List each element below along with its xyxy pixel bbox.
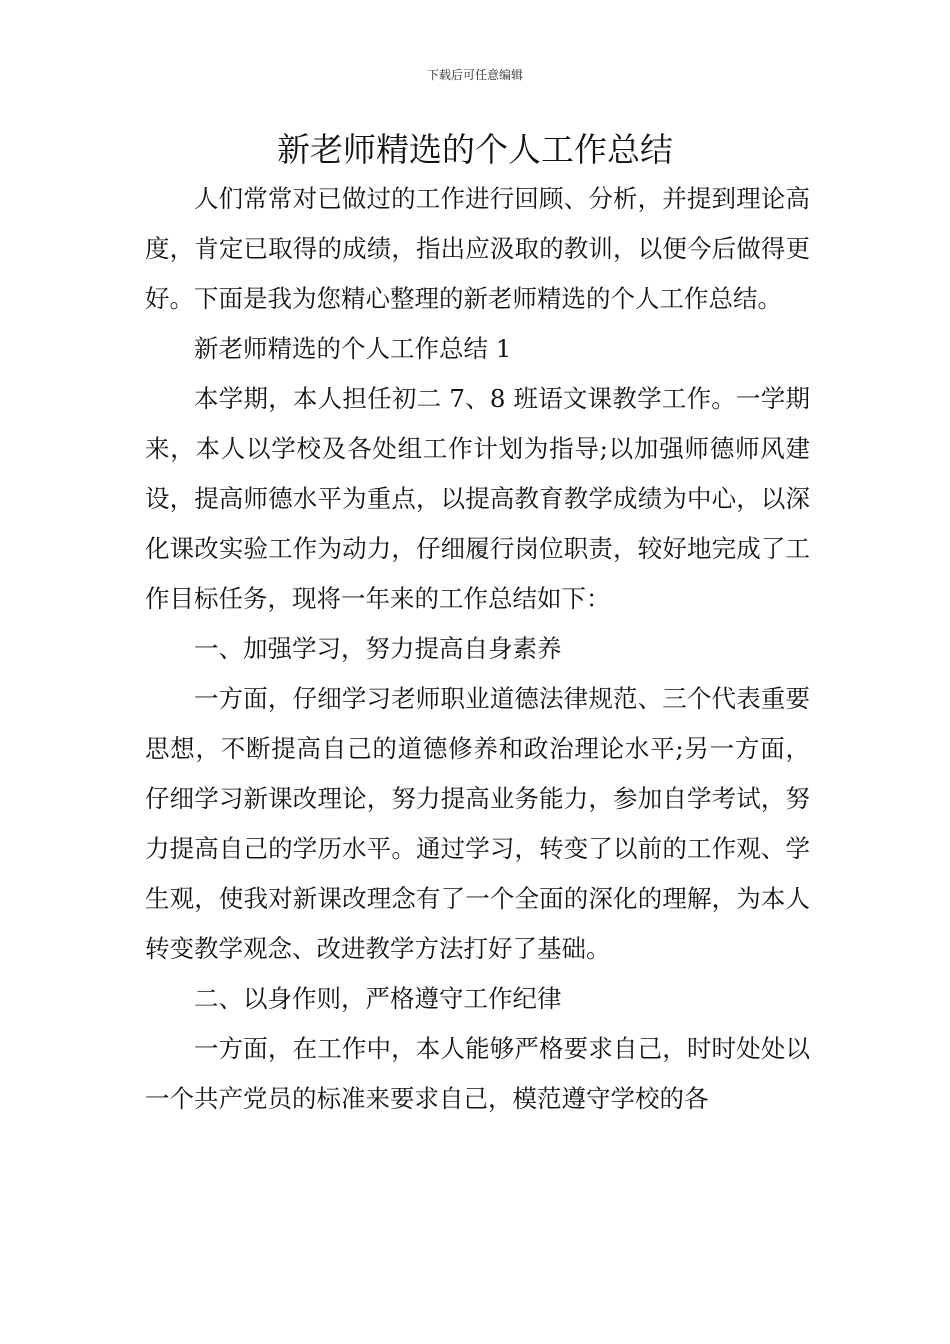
document-title: 新老师精选的个人工作总结 [277, 130, 673, 169]
section-heading: 新老师精选的个人工作总结 1 [194, 334, 512, 363]
section-heading: 一、加强学习，努力提高自身素养 [194, 634, 562, 663]
body-paragraph: 一方面，仔细学习老师职业道德法律规范、三个代表重要思想，不断提高自己的道德修养和政治理论水平;另一方面，仔细学习新课改理论，努力提高业务能力，参加自学考试，努力提高自己的学历水平。通过学习，转变了以前的工作观、学生观，使我对新课改理念有了一个全面的深化的理解，为本人转变教学观念、改进教学方法打好了基础。 [145, 684, 810, 963]
document-body [145, 174, 810, 1124]
page-header: 下载后可任意编辑 [426, 68, 523, 82]
intro-paragraph: 人们常常对已做过的工作进行回顾、分析，并提到理论高度，肯定已取得的成绩，指出应汲取的教训，以便今后做得更好。下面是我为您精心整理的新老师精选的个人工作总结。 [145, 184, 810, 313]
body-paragraph: 一方面，在工作中，本人能够严格要求自己，时时处处以一个共产党员的标准来要求自己，模范遵守学校的各 [145, 1034, 810, 1113]
body-paragraph: 本学期，本人担任初二 7、8 班语文课教学工作。一学期来，本人以学校及各处组工作计划为指导;以加强师德师风建设，提高师德水平为重点，以提高教育教学成绩为中心，以深化课改实验工作为动力，仔细履行岗位职责，较好地完成了工作目标任务，现将一年来的工作总结如下： [145, 384, 810, 613]
section-heading: 二、以身作则，严格遵守工作纪律 [194, 984, 562, 1013]
